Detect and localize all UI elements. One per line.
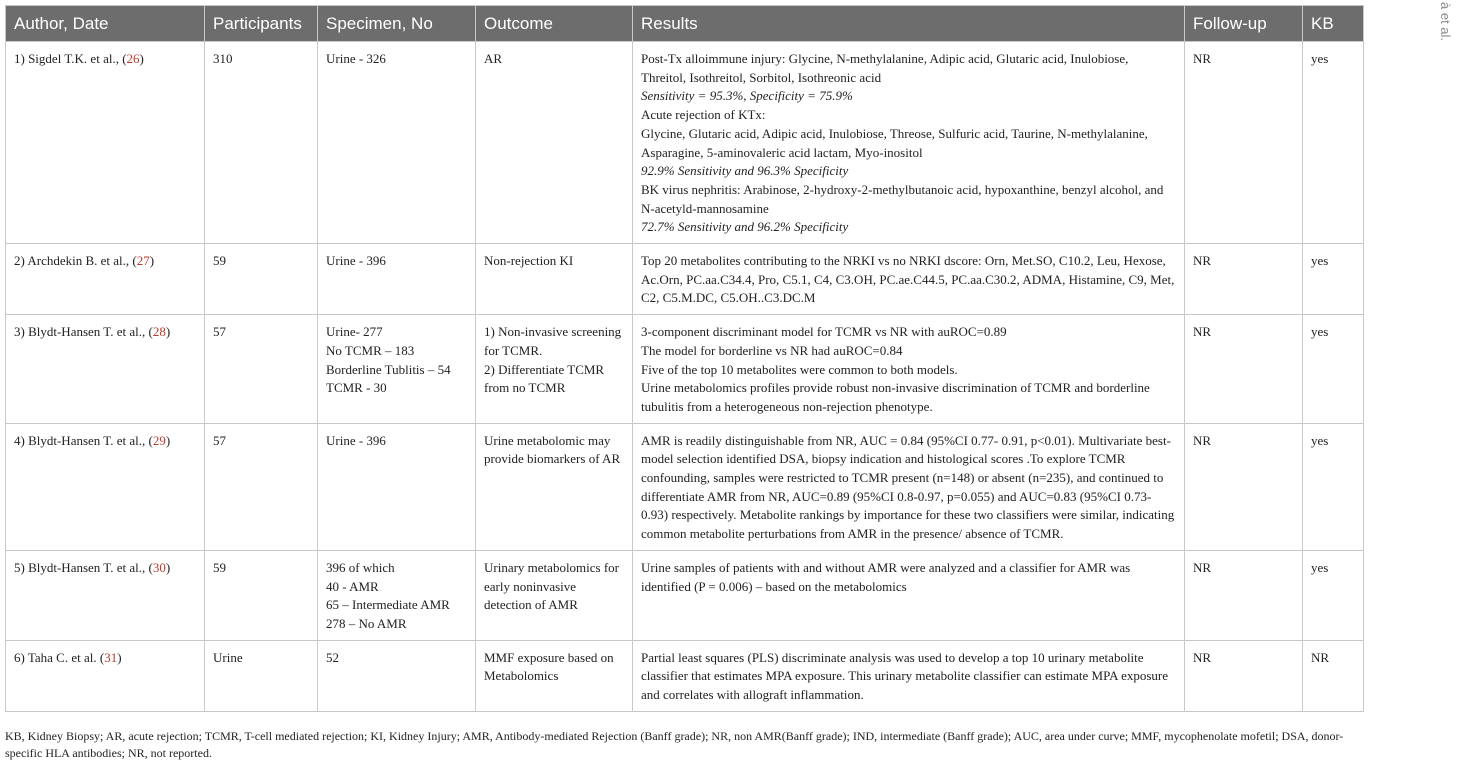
outcome-line: AR — [484, 51, 503, 66]
results-line: Top 20 metabolites contributing to the NRKI vs no NRKI dscore: Orn, Met.SO, C10.2, Leu, Hexose, Ac.Orn, PC.aa.C34.4, Pro, C5.1, C4, C3.OH, PC.ae.C44.5, PC.aa.C30.2, ADMA, Histamine, C9, Met, C2, C5.M.DC, C5.OH..C3.DC.M — [641, 253, 1175, 306]
author-text: 3) Blydt-Hansen T. et al., ( — [14, 324, 153, 340]
table-row — [6, 42, 1364, 244]
author-text-end: ) — [149, 253, 155, 269]
author-text-end: ) — [139, 51, 144, 66]
author-cell — [6, 550, 205, 640]
outcome-line: Urine metabolomic may provide biomarkers of AR — [484, 432, 621, 467]
outcome-line: Urinary metabolomics for early noninvasive detection of AMR — [484, 559, 620, 613]
outcome-cell — [476, 640, 633, 711]
followup-cell — [1185, 640, 1303, 711]
outcome-line: 1) Non-invasive screening for TCMR. — [484, 324, 622, 358]
results-line: Sensitivity = 95.3%, Specificity = 75.9% — [641, 88, 853, 104]
kb-value: yes — [1311, 253, 1329, 269]
results-line: Partial least squares (PLS) discriminate analysis was used to develop a top 10 urinary metabolite classifier that estimates MPA exposure. This urinary metabolite classifier can estimate MPA exposure and correlates with allograft inflammation. — [641, 649, 1168, 703]
outcome-line: MMF exposure based on Metabolomics — [484, 649, 614, 684]
results-cell — [633, 640, 1185, 711]
kb-cell — [1303, 423, 1364, 550]
kb-value: yes — [1311, 432, 1329, 448]
kb-value: NR — [1311, 649, 1330, 665]
author-cell — [6, 244, 205, 315]
kb-value: yes — [1311, 324, 1329, 340]
column-header: Author, Date — [6, 6, 205, 42]
results-cell — [633, 42, 1185, 244]
specimen-line: 52 — [326, 649, 339, 665]
reference-link: 29 — [152, 432, 166, 448]
participants-cell — [205, 315, 318, 424]
followup-value: NR — [1193, 559, 1212, 575]
participants-cell — [205, 244, 318, 315]
kb-value: yes — [1311, 51, 1329, 66]
author-cell — [6, 423, 205, 550]
outcome-line: Non-rejection KI — [484, 253, 574, 269]
results-line: Urine metabolomics profiles provide robust non-invasive discrimination of TCMR and borderline tubulitis from a heterogeneous non-rejection phenotype. — [641, 380, 1150, 414]
specimen-cell — [318, 640, 476, 711]
kb-value: yes — [1311, 559, 1329, 575]
column-header: Results — [633, 6, 1185, 42]
kb-cell — [1303, 550, 1364, 640]
participants-value: 310 — [213, 51, 233, 66]
specimen-cell — [318, 423, 476, 550]
participants-cell — [205, 42, 318, 244]
specimen-cell — [318, 550, 476, 640]
specimen-line: Urine- 277 — [326, 324, 383, 340]
results-line: 3-component discriminant model for TCMR vs NR with auROC=0.89 — [641, 324, 1007, 340]
author-text-end: ) — [165, 559, 171, 575]
author-text: 5) Blydt-Hansen T. et al., ( — [14, 559, 153, 575]
specimen-line: Urine - 396 — [326, 432, 386, 448]
outcome-cell — [476, 244, 633, 315]
reference-link: 28 — [152, 324, 166, 340]
author-text-end: ) — [117, 649, 122, 665]
followup-value: NR — [1193, 649, 1212, 665]
results-line: 72.7% Sensitivity and 96.2% Specificity — [641, 219, 849, 235]
results-line: Glycine, Glutaric acid, Adipic acid, Inulobiose, Threose, Sulfuric acid, Taurine, N-methylalanine, Asparagine, 5-aminovaleric acid lactam, Myo-inositol — [641, 125, 1148, 160]
table-row — [6, 244, 1364, 315]
specimen-line: 65 – Intermediate AMR — [326, 597, 450, 613]
specimen-line: 40 - AMR — [326, 578, 379, 594]
reference-link: 30 — [152, 559, 166, 575]
column-header: Outcome — [476, 6, 633, 42]
author-text: 4) Blydt-Hansen T. et al., ( — [14, 432, 153, 448]
table-footnote: KB, Kidney Biopsy; AR, acute rejection; TCMR, T-cell mediated rejection; KI, Kidney Injury; AMR, Antibody-mediated Rejection (Banff grade); NR, non AMR(Banff grade); IND, intermediate (Banff grade); AUC, area under curve; MMF, mycophenolate mofetil; DSA, donor-specific HLA antibodies; NR, not reported. — [5, 729, 1344, 760]
reference-link: 26 — [126, 51, 140, 66]
specimen-line: Borderline Tublitis – 54 — [326, 361, 451, 377]
specimen-line: Urine - 396 — [326, 253, 386, 269]
results-cell — [633, 244, 1185, 315]
specimen-cell — [318, 42, 476, 244]
column-header: Specimen, No — [318, 6, 476, 42]
table-row — [6, 315, 1364, 424]
metabolomics-table — [5, 5, 1364, 712]
specimen-line: Urine - 326 — [326, 51, 386, 66]
specimen-line: TCMR - 30 — [326, 380, 387, 396]
followup-cell — [1185, 244, 1303, 315]
author-text: 6) Taha C. et al. ( — [14, 649, 105, 665]
author-text: 1) Sigdel T.K. et al., ( — [14, 51, 127, 66]
results-cell — [633, 315, 1185, 424]
participants-value: 59 — [213, 559, 226, 575]
kb-cell — [1303, 244, 1364, 315]
column-header: Participants — [205, 6, 318, 42]
participants-value: 59 — [213, 253, 226, 269]
author-cell — [6, 640, 205, 711]
participants-value: 57 — [213, 324, 226, 340]
outcome-line: 2) Differentiate TCMR from no TCMR — [484, 361, 605, 396]
followup-value: NR — [1193, 253, 1212, 269]
results-line: Acute rejection of KTx: — [641, 107, 766, 123]
header-row — [6, 6, 1364, 42]
author-cell — [6, 315, 205, 424]
followup-cell — [1185, 550, 1303, 640]
participants-cell — [205, 423, 318, 550]
kb-cell — [1303, 315, 1364, 424]
followup-cell — [1185, 315, 1303, 424]
author-cell — [6, 42, 205, 244]
kb-cell — [1303, 42, 1364, 244]
side-running-head: à et al. — [1438, 2, 1453, 42]
specimen-cell — [318, 315, 476, 424]
participants-cell — [205, 640, 318, 711]
specimen-line: 278 – No AMR — [326, 615, 407, 631]
specimen-line: No TCMR – 183 — [326, 342, 415, 358]
kb-cell — [1303, 640, 1364, 711]
followup-cell — [1185, 42, 1303, 244]
results-line: The model for borderline vs NR had auROC=0.84 — [641, 342, 903, 358]
followup-cell — [1185, 423, 1303, 550]
specimen-line: 396 of which — [326, 559, 395, 575]
followup-value: NR — [1193, 51, 1212, 66]
results-line: 92.9% Sensitivity and 96.3% Specificity — [641, 163, 849, 179]
results-cell — [633, 550, 1185, 640]
participants-cell — [205, 550, 318, 640]
column-header: Follow-up — [1185, 6, 1303, 42]
outcome-cell — [476, 423, 633, 550]
results-line: Urine samples of patients with and without AMR were analyzed and a classifier for AMR was identified (P = 0.006) – based on the metabolomics — [641, 559, 1131, 594]
followup-value: NR — [1193, 324, 1212, 340]
participants-value: Urine — [213, 649, 243, 665]
results-line: AMR is readily distinguishable from NR, AUC = 0.84 (95%CI 0.77- 0.91, p<0.01). Multivariate best-model selection identified DSA, biopsy indication and histological scores .To explore TCMR confounding, samples were restricted to TCMR present (n=148) or absent (n=235), and continued to differentiate AMR from NR, AUC=0.89 (95%CI 0.8-0.97, p=0.055) and AUC=0.83 (95%CI 0.73-0.93) respectively. Metabolite rankings by importance for these two classifiers were similar, indicating common metabolite perturbations from AMR in the presence/ absence of TCMR. — [641, 432, 1175, 542]
specimen-cell — [318, 244, 476, 315]
results-cell — [633, 423, 1185, 550]
table-row — [6, 550, 1364, 640]
results-line: BK virus nephritis: Arabinose, 2-hydroxy-2-methylbutanoic acid, hypoxanthine, benzyl alcohol, and N-acetyld-mannosamine — [641, 181, 1164, 216]
table-row — [6, 423, 1364, 550]
participants-value: 57 — [213, 432, 226, 448]
column-header: KB — [1303, 6, 1364, 42]
reference-link: 31 — [104, 649, 118, 665]
outcome-cell — [476, 550, 633, 640]
outcome-cell — [476, 42, 633, 244]
results-line: Post-Tx alloimmune injury: Glycine, N-methylalanine, Adipic acid, Glutaric acid, Inulobiose, Threitol, Isothreitol, Sorbitol, Isothreonic acid — [641, 51, 1129, 85]
reference-link: 27 — [136, 253, 150, 269]
results-line: Five of the top 10 metabolites were common to both models. — [641, 361, 958, 377]
author-text-end: ) — [165, 432, 171, 448]
outcome-cell — [476, 315, 633, 424]
followup-value: NR — [1193, 432, 1212, 448]
author-text: 2) Archdekin B. et al., ( — [14, 253, 137, 269]
table-row — [6, 640, 1364, 711]
author-text-end: ) — [165, 324, 171, 340]
